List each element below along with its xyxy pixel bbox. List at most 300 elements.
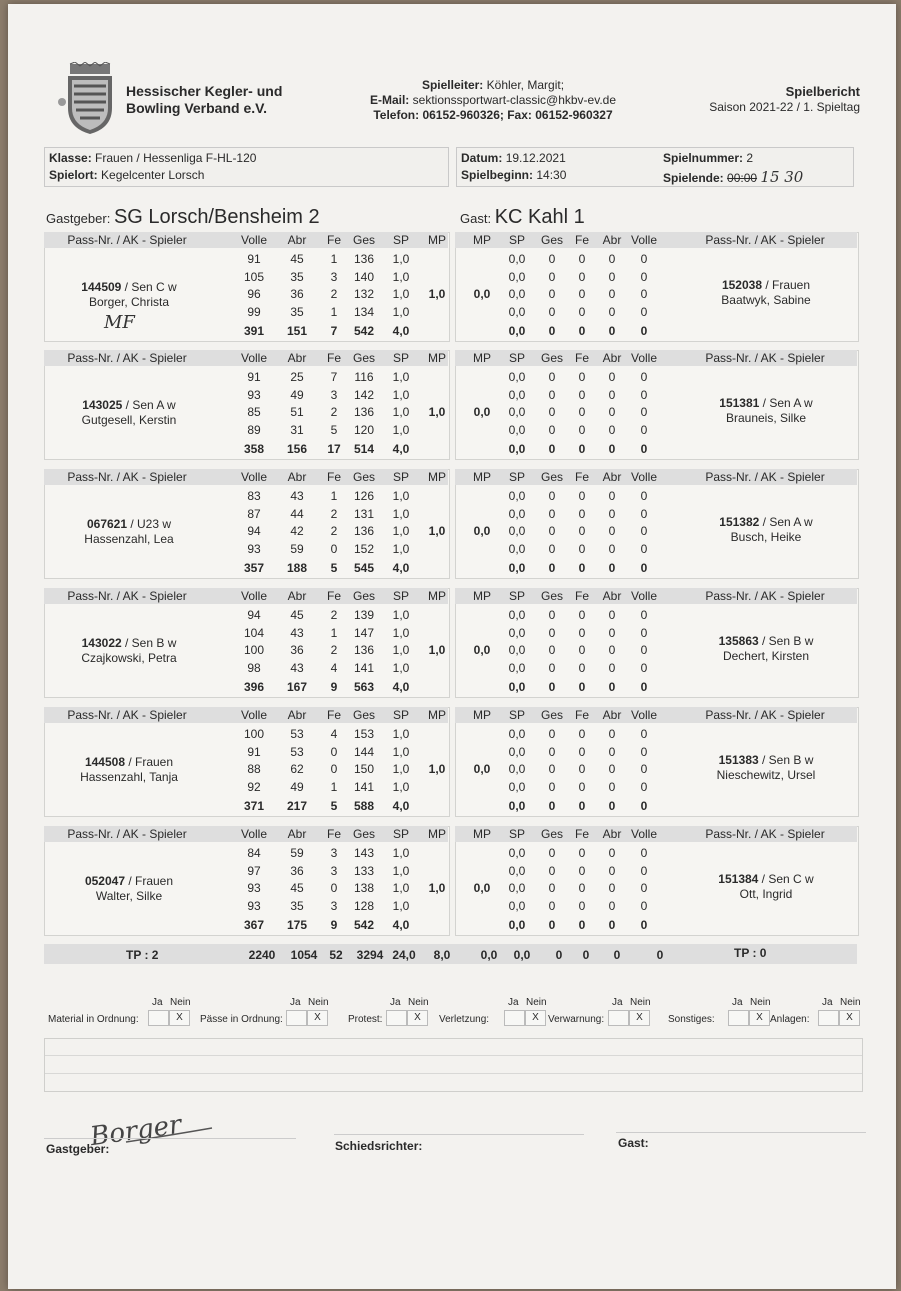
home-player-id (44, 280, 214, 295)
guest-age-class: / Sen A w (759, 515, 813, 529)
home-score-cell: 2 (330, 643, 338, 657)
date-value: 19.12.2021 (505, 151, 566, 165)
guest-score-cell: 0 (608, 898, 616, 913)
home-total-cell: 4,0 (392, 799, 410, 813)
home-total-cell: 9 (330, 918, 338, 932)
home-score-cell: 138 (353, 881, 375, 895)
guest-score-cell: 0 (608, 489, 616, 503)
home-score-cell: 88 (247, 762, 261, 776)
guest-player-name: Baatwyk, Sabine (721, 293, 811, 307)
guest-score-cell: 0,0 (508, 422, 526, 437)
checklist-ja-header: Ja (612, 997, 623, 1008)
checklist-nein-header: Nein (840, 997, 861, 1008)
guest-grand-total: 0 (656, 948, 664, 962)
guest-score-cell: 0 (578, 387, 586, 402)
home-score-cell: 2 (330, 608, 338, 622)
home-grand-total: 2240 (248, 948, 276, 962)
guest-score-cell: 0 (578, 898, 586, 913)
guest-total-cell: 0 (548, 680, 556, 694)
guest-score-cell: 0 (548, 863, 556, 878)
home-score-cell: 2 (330, 405, 338, 419)
guest-total-cell: 0 (640, 561, 648, 575)
guest-score-cell: 0 (608, 779, 616, 794)
home-score-cell: 49 (290, 779, 304, 794)
home-score-cell: 1,0 (392, 269, 410, 284)
home-score-cell: 97 (247, 863, 261, 878)
home-player (44, 755, 214, 785)
season-value: Saison 2021-22 / 1. Spieltag (709, 100, 860, 114)
guest-score-cell: 0 (578, 779, 586, 794)
guest-pass-number: 151381 (719, 396, 760, 410)
guest-column-header: Pass-Nr. / AK - Spieler (705, 470, 825, 484)
home-score-cell: 116 (354, 370, 374, 384)
guest-column-header: Volle (630, 708, 658, 722)
guest-total-cell: 0 (640, 442, 648, 456)
guest-match-points: 0,0 (473, 405, 491, 419)
home-total-cell: 151 (286, 324, 308, 338)
guest-total-cell: 0,0 (508, 918, 526, 932)
phone-value: 06152-960326; (422, 108, 504, 122)
home-score-cell: 36 (290, 287, 304, 301)
guest-score-cell: 0 (578, 287, 586, 301)
home-score-cell: 31 (290, 422, 304, 437)
home-age-class: / Sen A w (122, 398, 176, 412)
home-match-points: 1,0 (428, 524, 446, 538)
guest-player (680, 278, 852, 308)
guest-player-name: Dechert, Kirsten (722, 649, 810, 663)
guest-score-cell: 0 (548, 506, 556, 521)
home-score-cell: 5 (330, 422, 338, 437)
home-player-id (44, 755, 214, 770)
guest-score-cell: 0,0 (508, 506, 526, 521)
home-score-cell: 1 (330, 779, 338, 794)
home-score-cell: 139 (353, 608, 375, 622)
guest-column-header: Abr (602, 708, 622, 722)
home-score-cell: 35 (290, 269, 304, 284)
home-player-name: Hassenzahl, Tanja (80, 770, 178, 784)
guest-column-header: SP (508, 351, 525, 365)
guest-player (680, 753, 852, 783)
guest-score-cell: 0 (608, 370, 616, 384)
guest-team-name: KC Kahl 1 (494, 206, 585, 228)
home-score-cell: 136 (353, 405, 375, 419)
home-score-cell: 1,0 (392, 608, 410, 622)
home-score-cell: 1,0 (392, 524, 410, 538)
guest-score-cell: 0 (640, 506, 648, 521)
email-label: E-Mail: (369, 93, 410, 107)
guest-player (680, 872, 852, 902)
home-score-cell: 93 (247, 898, 261, 913)
home-score-cell: 104 (243, 625, 265, 640)
guest-score-cell: 0 (640, 643, 648, 657)
checklist-ja-box[interactable] (148, 1010, 169, 1026)
org-name-line2: Bowling Verband e.V. (126, 100, 268, 116)
guest-score-cell: 0 (548, 304, 556, 319)
guest-column-header: SP (508, 589, 525, 603)
home-pass-number: 143022 (81, 636, 122, 650)
guest-total-cell: 0 (640, 799, 648, 813)
guest-score-cell: 0 (548, 541, 556, 556)
guest-pass-number: 151382 (719, 515, 760, 529)
game-number-value: 2 (746, 151, 754, 165)
guest-score-cell: 0 (578, 252, 586, 266)
guest-total-cell: 0 (548, 561, 556, 575)
home-score-cell: 85 (247, 405, 261, 419)
home-total-cell: 396 (243, 680, 265, 694)
home-score-cell: 98 (247, 660, 261, 675)
guest-total-cell: 0 (578, 442, 586, 456)
guest-grand-total: 0 (582, 948, 590, 962)
home-player (44, 398, 214, 428)
guest-total-cell: 0 (548, 918, 556, 932)
guest-total-cell: 0 (548, 799, 556, 813)
guest-score-cell: 0,0 (508, 779, 526, 794)
guest-score-cell: 0 (640, 269, 648, 284)
guest-total-cell: 0 (640, 918, 648, 932)
guest-total-cell: 0 (578, 799, 586, 813)
home-player-initials: MF (104, 312, 135, 333)
guest-score-cell: 0 (548, 762, 556, 776)
home-column-header: Ges (352, 233, 375, 247)
guest-column-header: Pass-Nr. / AK - Spieler (705, 589, 825, 603)
guest-score-cell: 0 (608, 524, 616, 538)
checklist-nein-box[interactable]: X (169, 1010, 190, 1026)
guest-score-cell: 0 (640, 608, 648, 622)
home-score-cell: 136 (353, 252, 375, 266)
guest-total-cell: 0 (608, 918, 616, 932)
home-column-header: MP (428, 470, 446, 484)
host-signature: Borger (88, 1109, 184, 1153)
venue-value: Kegelcenter Lorsch (101, 168, 205, 182)
guest-score-cell: 0 (640, 762, 648, 776)
home-player-id (44, 636, 214, 651)
home-player (44, 280, 214, 310)
guest-score-cell: 0 (578, 744, 586, 759)
home-pass-number: 052047 (84, 874, 125, 888)
totals-row (44, 944, 857, 964)
guest-score-cell: 0 (548, 524, 556, 538)
home-score-cell: 94 (247, 608, 261, 622)
home-score-cell: 53 (290, 727, 304, 741)
guest-score-cell: 0 (548, 660, 556, 675)
home-column-header: Fe (326, 351, 341, 365)
home-total-cell: 156 (286, 442, 308, 456)
guest-score-cell: 0 (640, 287, 648, 301)
guest-score-cell: 0 (640, 489, 648, 503)
home-column-header: MP (428, 827, 446, 841)
home-score-cell: 3 (330, 846, 338, 860)
home-column-header: Volle (240, 708, 268, 722)
home-score-cell: 59 (290, 541, 304, 556)
guest-score-cell: 0,0 (508, 287, 526, 301)
home-player-name: Borger, Christa (88, 295, 170, 309)
hkbv-logo (56, 62, 122, 136)
guest-score-cell: 0 (608, 252, 616, 266)
home-column-header: Pass-Nr. / AK - Spieler (67, 827, 187, 841)
checklist-nein-box[interactable]: X (307, 1010, 328, 1026)
guest-column-header: Volle (630, 351, 658, 365)
guest-score-cell: 0,0 (508, 625, 526, 640)
home-score-cell: 2 (330, 287, 338, 301)
leader-label: Spielleiter: (421, 78, 484, 92)
guest-total-cell: 0 (608, 442, 616, 456)
home-total-cell: 4,0 (392, 918, 410, 932)
guest-column-header: Abr (602, 827, 622, 841)
guest-signature-line (616, 1132, 866, 1133)
home-column-header: Ges (352, 589, 375, 603)
home-score-cell: 2 (330, 524, 338, 538)
home-column-header: MP (428, 351, 446, 365)
home-score-cell: 142 (353, 387, 375, 402)
home-grand-total: 1054 (290, 948, 318, 962)
guest-column-header: Ges (540, 827, 563, 841)
home-score-cell: 0 (330, 541, 338, 556)
home-score-cell: 100 (243, 643, 265, 657)
guest-score-cell: 0,0 (508, 608, 526, 622)
guest-column-header: Volle (630, 470, 658, 484)
guest-player-id (680, 515, 852, 530)
guest-column-header: SP (508, 470, 525, 484)
home-score-cell: 3 (330, 269, 338, 284)
guest-score-cell: 0 (578, 625, 586, 640)
checklist-ja-box[interactable] (504, 1010, 525, 1026)
guest-score-cell: 0 (640, 387, 648, 402)
start-label: Spielbeginn: (461, 168, 533, 182)
class-label: Klasse: (49, 151, 92, 165)
home-score-cell: 1 (330, 489, 338, 503)
home-score-cell: 53 (290, 744, 304, 759)
home-column-header: Abr (287, 708, 307, 722)
home-column-header: Pass-Nr. / AK - Spieler (67, 708, 187, 722)
guest-team-points: TP : 0 (734, 946, 767, 960)
guest-score-cell: 0 (608, 541, 616, 556)
checklist-nein-header: Nein (750, 997, 771, 1008)
home-score-cell: 43 (290, 660, 304, 675)
home-score-cell: 1,0 (392, 727, 410, 741)
guest-column-header: MP (473, 827, 491, 841)
fax-label: Fax: (507, 108, 532, 122)
checklist-nein-box[interactable]: X (749, 1010, 770, 1026)
home-total-cell: 545 (353, 561, 375, 575)
guest-score-cell: 0 (578, 269, 586, 284)
home-column-header: SP (392, 589, 409, 603)
guest-match-points: 0,0 (473, 762, 491, 776)
checklist-nein-box[interactable]: X (525, 1010, 546, 1026)
guest-score-cell: 0 (548, 881, 556, 895)
home-score-cell: 128 (353, 898, 375, 913)
guest-column-header: MP (473, 233, 491, 247)
home-score-cell: 83 (247, 489, 261, 503)
home-score-cell: 93 (247, 387, 261, 402)
guest-total-cell: 0 (578, 918, 586, 932)
home-score-cell: 3 (330, 898, 338, 913)
guest-column-header: Abr (602, 233, 622, 247)
guest-total-cell: 0,0 (508, 561, 526, 575)
checklist-nein-box[interactable]: X (839, 1010, 860, 1026)
home-score-cell: 1,0 (392, 252, 410, 266)
home-score-cell: 1,0 (392, 405, 410, 419)
guest-column-header: Ges (540, 470, 563, 484)
home-score-cell: 126 (353, 489, 375, 503)
guest-score-cell: 0 (608, 269, 616, 284)
home-score-cell: 7 (330, 370, 338, 384)
home-score-cell: 2 (330, 506, 338, 521)
checklist-ja-box[interactable] (818, 1010, 839, 1026)
home-age-class: / Frauen (125, 874, 174, 888)
remarks-line (45, 1055, 862, 1056)
guest-column-header: Fe (574, 589, 589, 603)
checklist-ja-box[interactable] (608, 1010, 629, 1026)
org-name (126, 83, 282, 117)
guest-score-cell: 0 (608, 287, 616, 301)
home-column-header: Fe (326, 827, 341, 841)
home-score-cell: 120 (353, 422, 375, 437)
guest-score-cell: 0 (608, 608, 616, 622)
org-name-line1: Hessischer Kegler- und (126, 83, 283, 99)
guest-score-cell: 0,0 (508, 744, 526, 759)
guest-score-cell: 0,0 (508, 405, 526, 419)
home-total-cell: 542 (353, 918, 375, 932)
home-column-header: SP (392, 351, 409, 365)
home-column-header: Abr (287, 589, 307, 603)
remarks-line (45, 1073, 862, 1074)
guest-team (460, 206, 585, 229)
guest-team-label: Gast: (460, 211, 492, 226)
home-score-cell: 1,0 (392, 898, 410, 913)
home-total-cell: 17 (327, 442, 341, 456)
home-score-cell: 105 (243, 269, 265, 284)
guest-score-cell: 0,0 (508, 541, 526, 556)
guest-score-cell: 0 (578, 643, 586, 657)
guest-score-cell: 0 (548, 625, 556, 640)
home-score-cell: 134 (353, 304, 375, 319)
guest-match-points: 0,0 (473, 643, 491, 657)
home-total-cell: 9 (330, 680, 338, 694)
home-age-class: / Frauen (125, 755, 174, 769)
guest-column-header: Volle (630, 589, 658, 603)
home-score-cell: 1,0 (392, 489, 410, 503)
end-value: 00:00 (727, 171, 758, 185)
date-label: Datum: (461, 151, 503, 165)
guest-player-id (680, 278, 852, 293)
home-column-header: Fe (326, 708, 341, 722)
guest-score-cell: 0 (548, 422, 556, 437)
home-total-cell: 5 (330, 561, 338, 575)
guest-column-header: Abr (602, 351, 622, 365)
guest-score-cell: 0,0 (508, 881, 526, 895)
home-score-cell: 1,0 (392, 779, 410, 794)
report-heading (648, 84, 860, 115)
home-total-cell: 588 (353, 799, 375, 813)
guest-score-cell: 0 (608, 304, 616, 319)
guest-score-cell: 0 (578, 405, 586, 419)
home-score-cell: 43 (290, 489, 304, 503)
home-score-cell: 143 (353, 846, 375, 860)
guest-total-cell: 0 (640, 680, 648, 694)
guest-column-header: Ges (540, 233, 563, 247)
guest-score-cell: 0 (640, 422, 648, 437)
home-score-cell: 62 (290, 762, 304, 776)
guest-player (680, 396, 852, 426)
guest-score-cell: 0 (548, 489, 556, 503)
guest-score-cell: 0 (640, 727, 648, 741)
home-score-cell: 100 (243, 727, 265, 741)
home-column-header: Ges (352, 351, 375, 365)
guest-match-points: 0,0 (473, 881, 491, 895)
home-total-cell: 563 (353, 680, 375, 694)
host-signature-label: Gastgeber: (46, 1142, 110, 1156)
guest-score-cell: 0 (548, 608, 556, 622)
guest-grand-total: 0,0 (480, 948, 498, 962)
checklist-ja-box[interactable] (286, 1010, 307, 1026)
guest-pass-number: 135863 (718, 634, 759, 648)
guest-score-cell: 0 (548, 643, 556, 657)
home-total-cell: 4,0 (392, 561, 410, 575)
guest-score-cell: 0 (548, 744, 556, 759)
home-score-cell: 49 (290, 387, 304, 402)
home-score-cell: 3 (330, 863, 338, 878)
checklist-ja-box[interactable] (386, 1010, 407, 1026)
home-match-points: 1,0 (428, 762, 446, 776)
home-score-cell: 1,0 (392, 304, 410, 319)
guest-score-cell: 0 (640, 405, 648, 419)
home-score-cell: 1,0 (392, 881, 410, 895)
game-number-label: Spielnummer: (663, 151, 744, 165)
home-column-header: MP (428, 589, 446, 603)
checklist-label: Anlagen: (770, 1014, 810, 1025)
home-score-cell: 1,0 (392, 541, 410, 556)
home-score-cell: 141 (353, 779, 375, 794)
home-score-cell: 93 (247, 541, 261, 556)
checklist-ja-box[interactable] (728, 1010, 749, 1026)
guest-score-cell: 0,0 (508, 863, 526, 878)
home-grand-total: 24,0 (392, 948, 416, 962)
home-column-header: Fe (326, 470, 341, 484)
guest-score-cell: 0,0 (508, 387, 526, 402)
checklist-label: Verletzung: (439, 1014, 490, 1025)
home-score-cell: 144 (353, 744, 375, 759)
home-score-cell: 45 (290, 881, 304, 895)
home-column-header: Abr (287, 470, 307, 484)
guest-score-cell: 0 (548, 387, 556, 402)
guest-column-header: Pass-Nr. / AK - Spieler (705, 351, 825, 365)
guest-score-cell: 0 (608, 405, 616, 419)
guest-score-cell: 0 (640, 863, 648, 878)
home-column-header: SP (392, 827, 409, 841)
home-column-header: Fe (326, 233, 341, 247)
remarks-area (44, 1038, 863, 1092)
guest-score-cell: 0 (578, 881, 586, 895)
home-score-cell: 91 (247, 252, 261, 266)
checklist-nein-box[interactable]: X (407, 1010, 428, 1026)
home-score-cell: 147 (353, 625, 375, 640)
guest-column-header: Fe (574, 708, 589, 722)
guest-score-cell: 0 (548, 727, 556, 741)
pairing-block (44, 826, 857, 934)
checklist-nein-header: Nein (170, 997, 191, 1008)
guest-player-id (680, 872, 852, 887)
guest-pass-number: 152038 (721, 278, 762, 292)
home-match-points: 1,0 (428, 643, 446, 657)
home-column-header: SP (392, 708, 409, 722)
home-column-header: SP (392, 470, 409, 484)
checklist-nein-box[interactable]: X (629, 1010, 650, 1026)
home-total-cell: 542 (353, 324, 375, 338)
guest-total-cell: 0 (608, 561, 616, 575)
home-score-cell: 132 (353, 287, 375, 301)
home-column-header: Abr (287, 827, 307, 841)
guest-total-cell: 0,0 (508, 442, 526, 456)
